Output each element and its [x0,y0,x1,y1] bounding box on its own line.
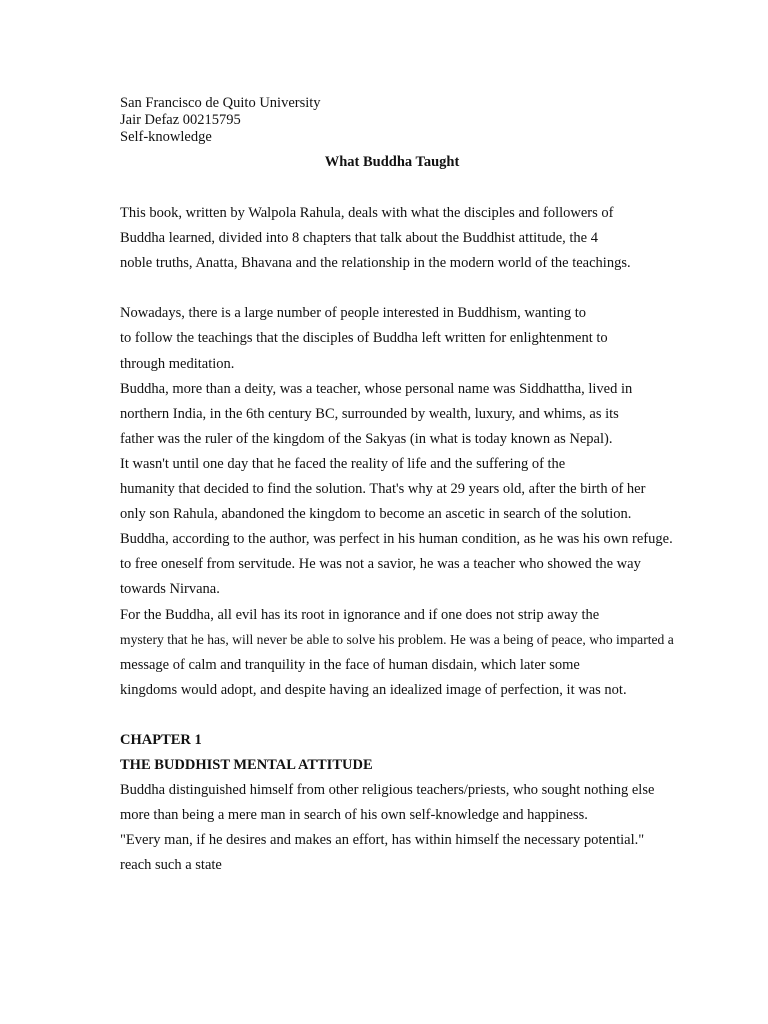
text-line: Nowadays, there is a large number of people interested in Buddhism, wanting to [120,305,587,322]
text-line: For the Buddha, all evil has its root in ignorance and if one does not strip away the [120,606,600,623]
document-title: What Buddha Taught [324,154,460,170]
text-line: to follow the teachings that the disciples of Buddha left written for enlightenment to [120,330,608,347]
chapter-heading: THE BUDDHIST MENTAL ATTITUDE [120,757,373,774]
text-line: "Every man, if he desires and makes an effort, has within himself the necessary potential." [120,832,645,849]
text-line: Buddha, more than a deity, was a teacher, whose personal name was Siddhattha, lived in [120,380,633,397]
student-name: Jair Defaz 00215795 [120,112,241,128]
text-line: This book, written by Walpola Rahula, deals with what the disciples and followers of [120,205,614,221]
text-line: It wasn't until one day that he faced the reality of life and the suffering of the [120,455,566,472]
paragraph-gap [120,278,720,303]
document-header [120,95,321,146]
text-line: towards Nirvana. [120,581,220,598]
text-line: humanity that decided to find the solution. That's why at 29 years old, after the birth of her [120,481,646,498]
university-name: San Francisco de Quito University [120,95,321,111]
text-line: to free oneself from servitude. He was not a savior, he was a teacher who showed the way [120,556,641,573]
text-line: more than being a mere man in search of his own self-knowledge and happiness. [120,807,588,824]
paragraph-gap [120,705,720,730]
text-line: message of calm and tranquility in the face of human disdain, which later some [120,656,580,673]
text-line: northern India, in the 6th century BC, surrounded by wealth, luxury, and whims, as its [120,405,619,422]
text-line: reach such a state [120,857,222,874]
text-line: father was the ruler of the kingdom of the Sakyas (in what is today known as Nepal). [120,430,613,447]
text-line: mystery that he has, will never be able to solve his problem. He was a being of peace, who imparted a [120,631,674,647]
text-line: noble truths, Anatta, Bhavana and the relationship in the modern world of the teachings. [120,255,631,272]
text-line: only son Rahula, abandoned the kingdom to become an ascetic in search of the solution. [120,506,632,523]
text-line: Buddha, according to the author, was perfect in his human condition, as he was his own refuge. [120,531,673,548]
chapter-number: CHAPTER 1 [120,731,202,748]
text-line: kingdoms would adopt, and despite having an idealized image of perfection, it was not. [120,681,627,698]
course-name: Self-knowledge [120,129,212,145]
document-body [120,203,720,881]
text-line: through meditation. [120,355,235,372]
text-line: Buddha learned, divided into 8 chapters that talk about the Buddhist attitude, the 4 [120,230,598,247]
text-line: Buddha distinguished himself from other religious teachers/priests, who sought nothing else [120,782,655,799]
